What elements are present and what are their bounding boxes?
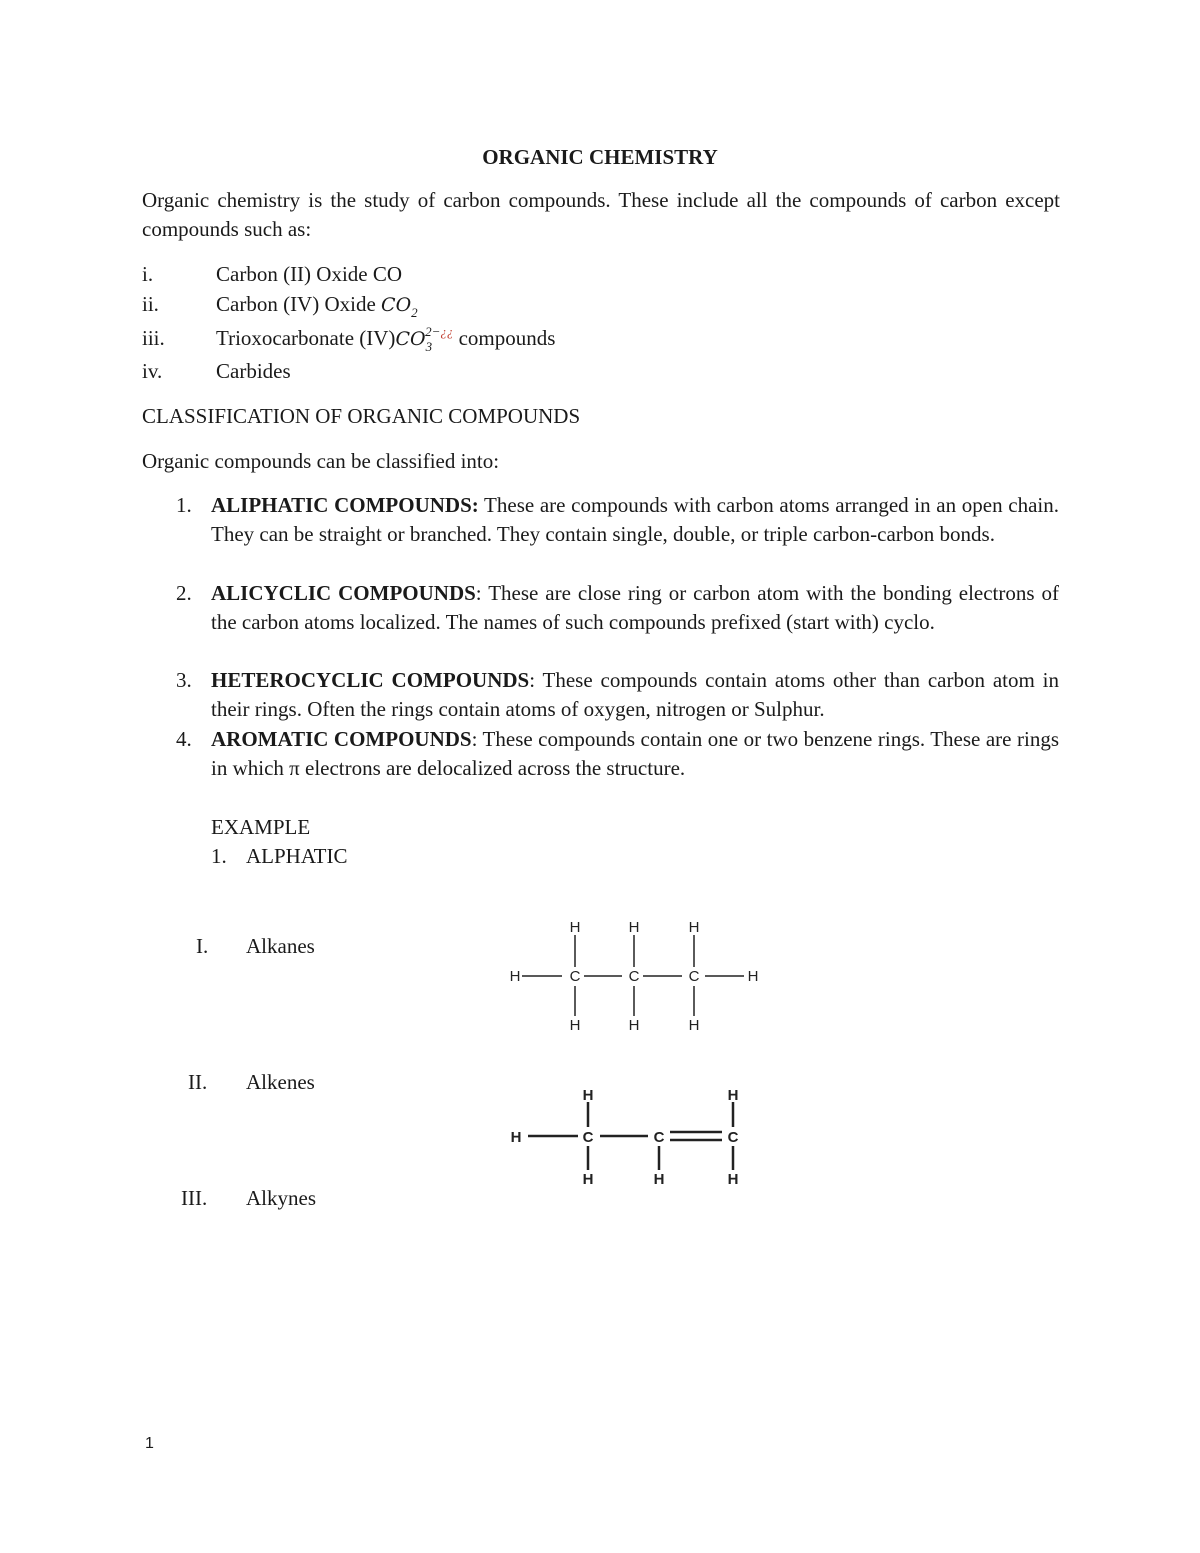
atom-label-h: H (509, 968, 521, 985)
chem-formula: CO (395, 328, 426, 350)
atom-label-h: H (582, 1087, 594, 1104)
exception-item (216, 324, 555, 355)
example-sub-number: 1. (211, 844, 227, 868)
example-number: III. (181, 1186, 208, 1210)
atom-label-c: C (688, 968, 700, 985)
class-description: : These compounds contain one or two benzene rings. These are rings in which π electrons are delocalized across the structure. (211, 727, 1059, 780)
atom-label-h: H (688, 919, 700, 936)
class-number: 1. (176, 493, 192, 517)
atom-label-h: H (628, 1017, 640, 1034)
exception-number: iii. (142, 326, 165, 350)
class-item (211, 725, 1059, 783)
class-term: ALIPHATIC COMPOUNDS: (211, 493, 479, 517)
atom-label-c: C (653, 1129, 665, 1146)
example-name: Alkanes (246, 934, 315, 958)
formula-subscript: 3 (425, 339, 433, 354)
atom-label-h: H (582, 1171, 594, 1188)
classification-heading: CLASSIFICATION OF ORGANIC COMPOUNDS (142, 404, 581, 428)
exception-text-after: compounds (453, 326, 556, 350)
document-title: ORGANIC CHEMISTRY (482, 145, 718, 169)
formula-artifact: ¿¿ (440, 324, 454, 339)
class-term: AROMATIC COMPOUNDS (211, 727, 472, 751)
atom-label-h: H (653, 1171, 665, 1188)
exception-number: iv. (142, 359, 163, 383)
class-number: 3. (176, 668, 192, 692)
atom-label-h: H (569, 1017, 581, 1034)
intro-paragraph: Organic chemistry is the study of carbon compounds. These include all the compounds of carbon except compounds such as: (142, 188, 1060, 241)
atom-label-h: H (628, 919, 640, 936)
exception-text: Carbon (IV) Oxide (216, 292, 382, 316)
exception-text: Trioxocarbonate (IV) (216, 326, 396, 350)
example-number: II. (188, 1070, 208, 1094)
example-name: Alkynes (246, 1186, 316, 1210)
atom-label-c: C (582, 1129, 594, 1146)
example-number: I. (196, 934, 209, 958)
example-sub-label: ALPHATIC (246, 844, 348, 868)
class-description: : These are close ring or carbon atom with the bonding electrons of the carbon atoms localized. The names of such compounds prefixed (start with) cyclo. (211, 581, 1059, 634)
class-number: 2. (176, 581, 192, 605)
chem-formula: CO (381, 294, 412, 316)
alkane-structure-diagram (500, 912, 780, 1040)
page-number: 1 (145, 1435, 154, 1452)
exception-number: ii. (142, 292, 159, 316)
atom-label-c: C (628, 968, 640, 985)
alkene-structure-diagram (500, 1080, 760, 1192)
class-item (211, 666, 1059, 724)
exception-item (216, 290, 418, 321)
example-name: Alkenes (246, 1070, 315, 1094)
exception-number: i. (142, 262, 154, 286)
atom-label-h: H (747, 968, 759, 985)
formula-superscript: 2− (425, 324, 441, 339)
class-term: ALICYCLIC COMPOUNDS (211, 581, 476, 605)
class-description: These are compounds with carbon atoms arranged in an open chain. They can be straight or branched. They contain single, double, or triple carbon-carbon bonds. (211, 493, 1059, 546)
class-term: HETEROCYCLIC COMPOUNDS (211, 668, 530, 692)
class-number: 4. (176, 727, 192, 751)
atom-label-h: H (727, 1171, 739, 1188)
class-item (211, 491, 1059, 549)
atom-label-h: H (688, 1017, 700, 1034)
class-item (211, 579, 1059, 637)
class-description: : These compounds contain atoms other than carbon atom in their rings. Often the rings contain atoms of oxygen, nitrogen or Sulphur. (211, 668, 1059, 721)
atom-label-h: H (510, 1129, 522, 1146)
exception-text: Carbides (216, 359, 291, 383)
atom-label-c: C (727, 1129, 739, 1146)
exception-text: Carbon (II) Oxide CO (216, 262, 403, 286)
formula-subscript: 2 (411, 305, 418, 320)
atom-label-h: H (727, 1087, 739, 1104)
atom-label-h: H (569, 919, 581, 936)
classification-intro: Organic compounds can be classified into: (142, 449, 500, 473)
example-heading: EXAMPLE (211, 815, 311, 839)
atom-label-c: C (569, 968, 581, 985)
